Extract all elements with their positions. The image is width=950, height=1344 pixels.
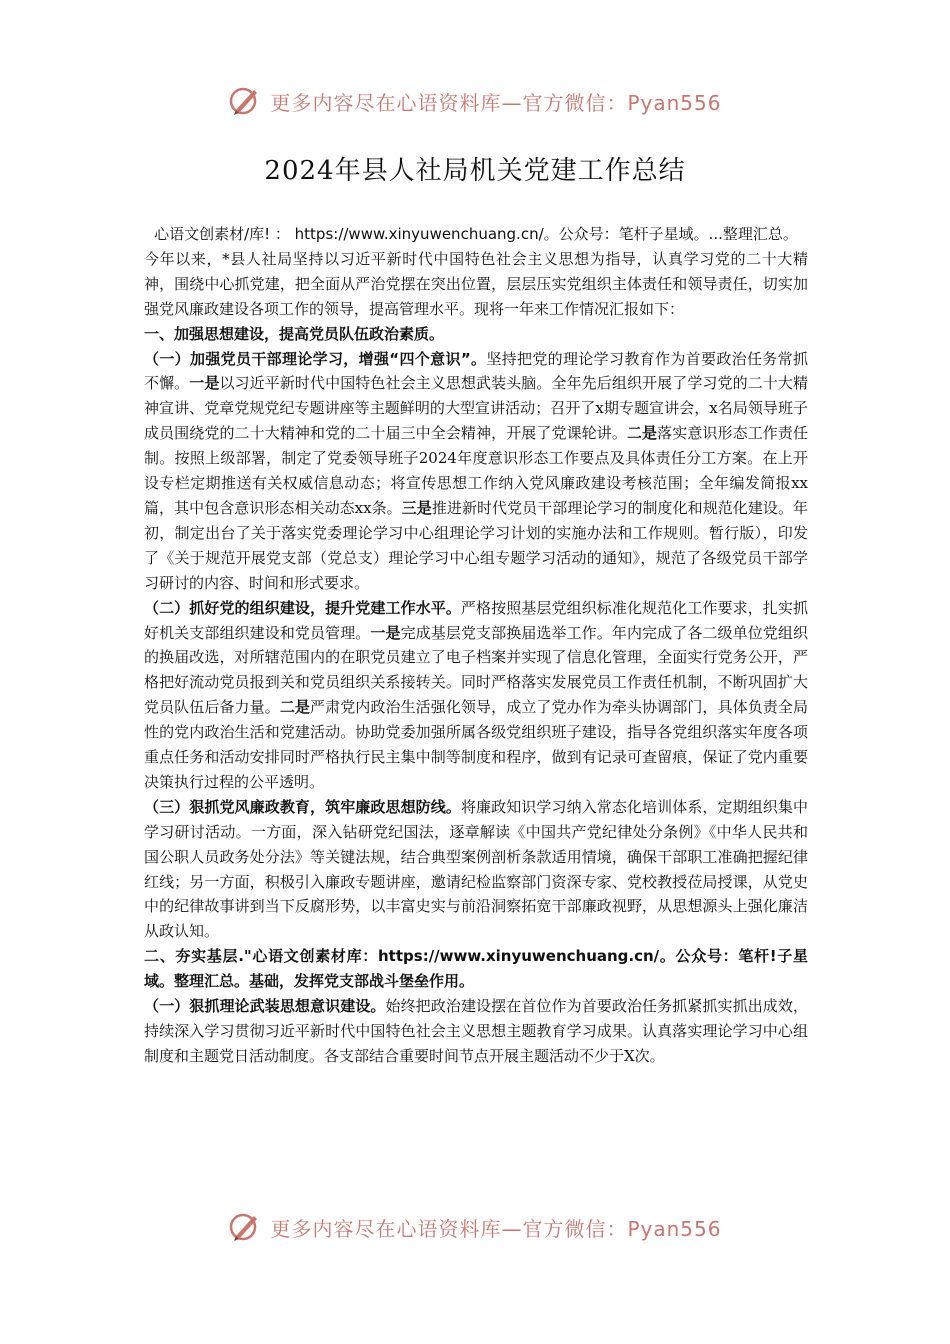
document-title: 2024年县人社局机关党建工作总结 [264,156,686,186]
pen-logo-icon [228,84,262,118]
keyword-third: 三是 [401,498,432,517]
section-1-1-lead: （一）加强党员干部理论学习，增强“四个意识”。 [144,349,487,368]
keyword-second: 二是 [279,698,311,717]
section-1-2-lead: （二）抓好党的组织建设，提升党建工作水平。 [144,598,461,617]
section-1-1-text: 推进新时代党员干部理论学习的制度化和规范化建设。年初，制定出台了关于落实党委理论学习中心组理论学习计划的实施办法和工作规则。暂行版），印发了《关于规范开展党支部（党总支）理论学习中心组专题学习活动的通知》，规范了各级党员干部学习研讨的内容、时间和形式要求。 [144,498,808,592]
section-1-1-text: 坚持把党的理论学习教育作为首要政治任务常抓不懈。 [144,349,808,393]
section-1-1 [144,347,808,596]
keyword-first: 一是 [189,374,220,393]
keyword-first: 一是 [370,623,401,642]
pen-logo-icon [228,1210,262,1244]
keyword-second: 二是 [626,424,658,443]
section-2-1 [144,994,808,1069]
section-1-2-text: 严格按照基层党组织标准化规范化工作要求，扎实抓好机关支部组织建设和党员管理。 [144,598,808,642]
section-2-1-lead: （一）狠抓理论武装思想意识建设。 [144,997,386,1016]
subtitle: 心语文创素材/库! ： https://www.xinyuwenchuang.cn/。公众号：笔杆子星域。...整理汇总。 [154,225,798,243]
section-1-2 [144,596,808,795]
section-1-2-text: 完成基层党支部换届选举工作。年内完成了各二级单位党组织的换届改选，对所辖范围内的在职党员建立了电子档案并实现了信息化管理，全面实行党务公开，严格把好流动党员报到关和党员组织关系接转关。同时严格落实发展党员工作责任机制，不断巩固扩大党员队伍后备力量。 [144,623,808,717]
section-1-3-lead: （三）狠抓党风廉政教育，筑牢廉政思想防线。 [144,797,461,816]
section-1-2-text: 严肃党内政治生活强化领导，成立了党办作为牵头协调部门，具体负责全局性的党内政治生活和党建活动。协助党委加强所属各级党组织班子建设，指导各党组织落实年度各项重点任务和活动安排同时严格执行民主集中制等制度和程序，做到有记录可查留痕，保证了党内重要决策执行过程的公平透明。 [144,698,808,791]
section-1-3-text: 将廉政知识学习纳入常态化培训体系，定期组织集中学习研讨活动。一方面，深入钻研党纪国法，逐章解读《中国共产党纪律处分条例》《中华人民共和国公职人员政务处分法》等关键法规，结合典型案例剖析条款适用情境，确保干部职工准确把握纪律红线；另一方面，积极引入廉政专题讲座，邀请纪检监察部门资深专家、党校教授莅局授课，从党史中的纪律故事讲到当下反腐形势，以丰富史实与前沿洞察拓宽干部廉政视野，从思想源头上强化廉洁从政认知。 [144,797,808,941]
watermark-banner-top [0,84,950,118]
heading-2: 二、夯实基层."心语文创素材库：https://www.xinyuwenchuang.cn/。公众号：笔杆!子星域。整理汇总。基础，发挥党支部战斗堡垒作用。 [144,947,808,991]
document-body [144,222,808,1069]
section-2-1-text: 始终把政治建设摆在首位作为首要政治任务抓紧抓实抓出成效，持续深入学习贯彻习近平新时代中国特色社会主义思想主题教育学习成果。认真落实理论学习中心组制度和主题党日活动制度。各支部结合重要时间节点开展主题活动不少于X次。 [144,997,808,1065]
section-1-1-text: 以习近平新时代中国特色社会主义思想武装头脑。全年先后组织开展了学习党的二十大精神宣讲、党章党规党纪专题讲座等主题鲜明的大型宣讲活动；召开了x期专题宣讲会，x名局领导班子成员围绕党的二十大精神和党的二十届三中全会精神，开展了党课轮讲。 [144,374,808,443]
watermark-banner-bottom [0,1210,950,1244]
watermark-text: 更多内容尽在心语资料库—官方微信：Pyan556 [270,90,722,115]
heading-1: 一、加强思想建设，提高党员队伍政治素质。 [144,324,445,343]
watermark-text: 更多内容尽在心语资料库—官方微信：Pyan556 [270,1216,722,1241]
intro-paragraph: 今年以来，*县人社局坚持以习近平新时代中国特色社会主义思想为指导，认真学习党的二十大精神，围绕中心抓党建，把全面从严治党摆在突出位置，层层压实党组织主体责任和领导责任，切实加强党风廉政建设各项工作的领导，提高管理水平。现将一年来工作情况汇报如下： [144,249,808,318]
section-1-1-text: 落实意识形态工作责任制。按照上级部署，制定了党委领导班子2024年度意识形态工作要点及具体责任分工方案。在上开设专栏定期推送有关权威信息动态；将宣传思想工作纳入党风廉政建设考核范围；全年编发简报xx篇，其中包含意识形态相关动态xx条。 [144,424,808,517]
section-1-3 [144,795,808,944]
